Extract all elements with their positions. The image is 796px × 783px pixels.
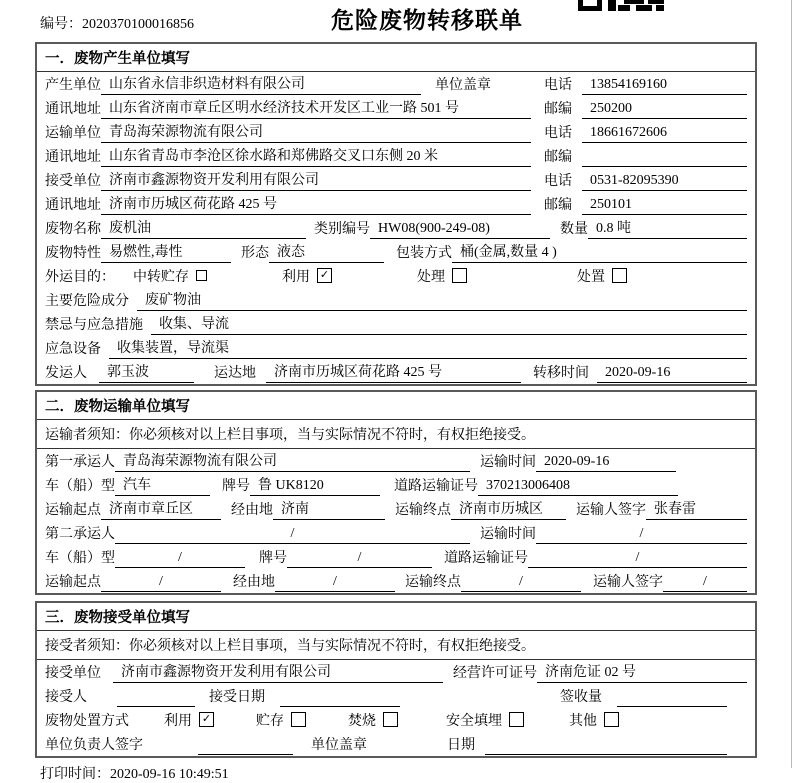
row-shipper — [37, 360, 755, 384]
leader-sign-value — [198, 753, 293, 755]
license1-label: 道路运输证号 — [394, 479, 478, 494]
serial-number — [40, 13, 194, 33]
checkbox-label: 贮存 — [256, 713, 284, 729]
checkbox-label: 利用 — [164, 713, 192, 729]
row-vehicle1 — [37, 473, 755, 497]
recipient-label: 接受人 — [45, 690, 87, 705]
shipper-label: 发运人 — [45, 366, 87, 381]
zip3-label: 邮编 — [544, 198, 572, 213]
zip1-label: 邮编 — [544, 102, 572, 117]
recipient-value — [117, 705, 195, 707]
via1-label: 经由地 — [231, 503, 273, 518]
category-label: 类别编号 — [314, 222, 370, 237]
license2-label: 道路运输证号 — [444, 551, 528, 566]
checkbox-label: 安全填埋 — [446, 713, 502, 729]
zip2-label: 邮编 — [544, 150, 572, 165]
plate1-value: 鲁 UK8120 — [250, 474, 380, 496]
time1-label: 运输时间 — [480, 455, 536, 470]
plate2-label: 牌号 — [259, 551, 287, 566]
row-producer — [37, 72, 755, 96]
accept-unit-value: 济南市鑫源物资开发利用有限公司 — [113, 661, 443, 683]
section-producer — [35, 42, 757, 386]
via2-label: 经由地 — [233, 575, 275, 590]
carrier2-label: 第二承运人 — [45, 527, 115, 542]
hazard-value: 废矿物油 — [137, 289, 747, 311]
destination-label: 运达地 — [214, 366, 256, 381]
row-accept-unit — [37, 660, 755, 684]
addr1-label: 通讯地址 — [45, 102, 101, 117]
row-route1 — [37, 497, 755, 521]
amount-label: 签收量 — [560, 690, 602, 705]
checkbox-icon[interactable] — [604, 712, 619, 727]
taboo-value: 收集、导流 — [151, 313, 747, 335]
accept-date-value — [280, 705, 400, 707]
print-time-value: 2020-09-16 10:49:51 — [110, 767, 229, 782]
row-waste-name — [37, 216, 755, 240]
sign1-value: 张春雷 — [646, 498, 747, 520]
time1-value: 2020-09-16 — [536, 454, 676, 472]
row-route2 — [37, 569, 755, 593]
sign2-label: 运输人签字 — [593, 575, 663, 590]
purpose-option-utilize — [282, 266, 332, 286]
checkbox-label: 其他 — [569, 713, 597, 729]
receiver-value: 济南市鑫源物资开发利用有限公司 — [101, 169, 531, 191]
time2-value: / — [536, 526, 747, 544]
seal-label: 单位盖章 — [435, 78, 491, 93]
section-receiver-title: 三．废物接受单位填写 — [37, 603, 755, 631]
taboo-label: 禁忌与应急措施 — [45, 318, 143, 333]
end1-label: 运输终点 — [395, 503, 451, 518]
row-vehicle2 — [37, 545, 755, 569]
equipment-label: 应急设备 — [45, 342, 101, 357]
checkbox-checked-icon[interactable]: ✓ — [317, 268, 332, 283]
shipper-value: 郭玉波 — [99, 361, 194, 383]
waste-name-label: 废物名称 — [45, 222, 101, 237]
row-receiver-address — [37, 192, 755, 216]
phone3-label: 电话 — [544, 174, 572, 189]
waste-name-value: 废机油 — [101, 217, 306, 239]
row-carrier2 — [37, 521, 755, 545]
checkbox-icon[interactable] — [291, 712, 306, 727]
row-disposal — [37, 708, 755, 732]
checkbox-icon[interactable] — [383, 712, 398, 727]
sign2-value: / — [663, 574, 747, 592]
row-equipment — [37, 336, 755, 360]
document-header — [0, 0, 796, 40]
addr2-value: 山东省青岛市李沧区徐水路和郑佛路交叉口东侧 20 米 — [101, 145, 531, 167]
disposal-option-utilize — [164, 710, 214, 730]
receiver-notice: 接受者须知：你必须核对以上栏目事项，当与实际情况不符时，有权拒绝接受。 — [37, 631, 755, 660]
carrier1-value: 青岛海荣源物流有限公司 — [115, 450, 470, 472]
page-title: 危险废物转移联单 — [331, 7, 523, 33]
qr-code-icon — [578, 0, 664, 11]
row-receiver — [37, 168, 755, 192]
phone2-label: 电话 — [544, 126, 572, 141]
checkbox-icon[interactable] — [612, 268, 627, 283]
checkbox-label: 利用 — [282, 269, 310, 285]
vehicle1-label: 车（船）型 — [45, 479, 115, 494]
section-producer-title: 一．废物产生单位填写 — [37, 44, 755, 72]
trait-value: 易燃性,毒性 — [101, 241, 231, 263]
section-transport — [35, 390, 757, 595]
hazard-label: 主要危险成分 — [45, 294, 129, 309]
checkbox-label: 焚烧 — [348, 713, 376, 729]
carrier2-value: / — [115, 526, 470, 544]
purpose-option-transfer-storage — [133, 266, 207, 286]
trait-label: 废物特性 — [45, 246, 101, 261]
category-value: HW08(900-249-08) — [370, 221, 550, 239]
packing-value: 桶(金属,数量 4 ) — [452, 241, 747, 263]
license1-value: 370213006408 — [478, 478, 678, 496]
phone3-value: 0531-82095390 — [582, 173, 747, 191]
qr-code-fragment — [578, 0, 664, 11]
transfer-time-value: 2020-09-16 — [597, 365, 747, 383]
date-value — [485, 753, 727, 755]
purpose-option-dispose — [577, 266, 627, 286]
transporter-label: 运输单位 — [45, 126, 101, 141]
origin1-value: 济南市章丘区 — [101, 498, 221, 520]
transporter-value: 青岛海荣源物流有限公司 — [101, 121, 531, 143]
origin2-label: 运输起点 — [45, 575, 101, 590]
print-time-label: 打印时间： — [40, 767, 110, 782]
plate2-value: / — [287, 550, 432, 568]
time2-label: 运输时间 — [480, 527, 536, 542]
row-carrier1 — [37, 449, 755, 473]
equipment-value: 收集装置，导流渠 — [109, 337, 747, 359]
vehicle2-label: 车（船）型 — [45, 551, 115, 566]
disposal-option-other — [569, 710, 619, 730]
producer-value: 山东省永信非织造材料有限公司 — [101, 73, 421, 95]
end2-label: 运输终点 — [405, 575, 461, 590]
checkbox-checked-icon[interactable]: ✓ — [199, 712, 214, 727]
zip1-value: 250200 — [582, 101, 747, 119]
disposal-option-store — [256, 710, 306, 730]
serial-label: 编号： — [40, 17, 82, 32]
quantity-label: 数量 — [560, 222, 588, 237]
checkbox-label: 处置 — [577, 269, 605, 285]
addr2-label: 通讯地址 — [45, 150, 101, 165]
row-transporter-address — [37, 144, 755, 168]
section-receiver — [35, 601, 757, 758]
via2-value: / — [275, 574, 395, 592]
leader-sign-label: 单位负责人签字 — [45, 738, 143, 753]
end1-value: 济南市历城区 — [451, 498, 566, 520]
destination-value: 济南市历城区荷花路 425 号 — [266, 361, 521, 383]
zip2-value — [582, 165, 747, 167]
phone1-value: 13854169160 — [582, 77, 747, 95]
quantity-value: 0.8 吨 — [588, 217, 747, 239]
addr1-value: 山东省济南市章丘区明水经济技术开发区工业一路 501 号 — [101, 97, 531, 119]
sign1-label: 运输人签字 — [576, 503, 646, 518]
row-hazard — [37, 288, 755, 312]
checkbox-label: 处理 — [417, 269, 445, 285]
addr3-label: 通讯地址 — [45, 198, 101, 213]
receiver-label: 接受单位 — [45, 174, 101, 189]
origin2-value: / — [101, 574, 221, 592]
row-taboo — [37, 312, 755, 336]
via1-value: 济南 — [273, 498, 385, 520]
license2-value: / — [528, 550, 747, 568]
row-producer-address — [37, 96, 755, 120]
checkbox-icon[interactable] — [196, 270, 207, 281]
row-purpose — [37, 264, 755, 288]
section-transport-title: 二．废物运输单位填写 — [37, 392, 755, 420]
accept-unit-label: 接受单位 — [45, 666, 101, 681]
transport-notice: 运输者须知：你必须核对以上栏目事项，当与实际情况不符时，有权拒绝接受。 — [37, 420, 755, 449]
origin1-label: 运输起点 — [45, 503, 101, 518]
vehicle2-value: / — [115, 550, 245, 568]
purpose-label: 外运目的： — [45, 269, 115, 285]
transfer-time-label: 转移时间 — [533, 366, 589, 381]
permit-label: 经营许可证号 — [453, 666, 537, 681]
purpose-option-treat — [417, 266, 467, 286]
zip3-value: 250101 — [582, 197, 747, 215]
plate1-label: 牌号 — [222, 479, 250, 494]
amount-value — [617, 705, 727, 707]
row-waste-trait — [37, 240, 755, 264]
date-label: 日期 — [447, 738, 475, 753]
serial-value: 2020370100016856 — [82, 17, 194, 32]
addr3-value: 济南市历城区荷花路 425 号 — [101, 193, 531, 215]
page-edge-line — [791, 0, 792, 768]
disposal-option-landfill — [446, 710, 524, 730]
print-time — [40, 763, 796, 783]
phone1-label: 电话 — [544, 78, 572, 93]
end2-value: / — [461, 574, 581, 592]
disposal-option-incinerate — [348, 710, 398, 730]
checkbox-icon[interactable] — [452, 268, 467, 283]
vehicle1-value: 汽车 — [115, 474, 210, 496]
row-transporter — [37, 120, 755, 144]
row-recipient — [37, 684, 755, 708]
row-leader-sign — [37, 732, 755, 756]
form-value: 液态 — [269, 241, 384, 263]
carrier1-label: 第一承运人 — [45, 455, 115, 470]
permit-value: 济南危证 02 号 — [537, 661, 747, 683]
accept-date-label: 接受日期 — [209, 690, 265, 705]
packing-label: 包装方式 — [396, 246, 452, 261]
producer-label: 产生单位 — [45, 78, 101, 93]
checkbox-icon[interactable] — [509, 712, 524, 727]
form-label: 形态 — [241, 246, 269, 261]
checkbox-label: 中转贮存 — [133, 269, 189, 285]
phone2-value: 18661672606 — [582, 125, 747, 143]
unit-seal-label: 单位盖章 — [311, 738, 367, 753]
disposal-label: 废物处置方式 — [45, 713, 129, 729]
